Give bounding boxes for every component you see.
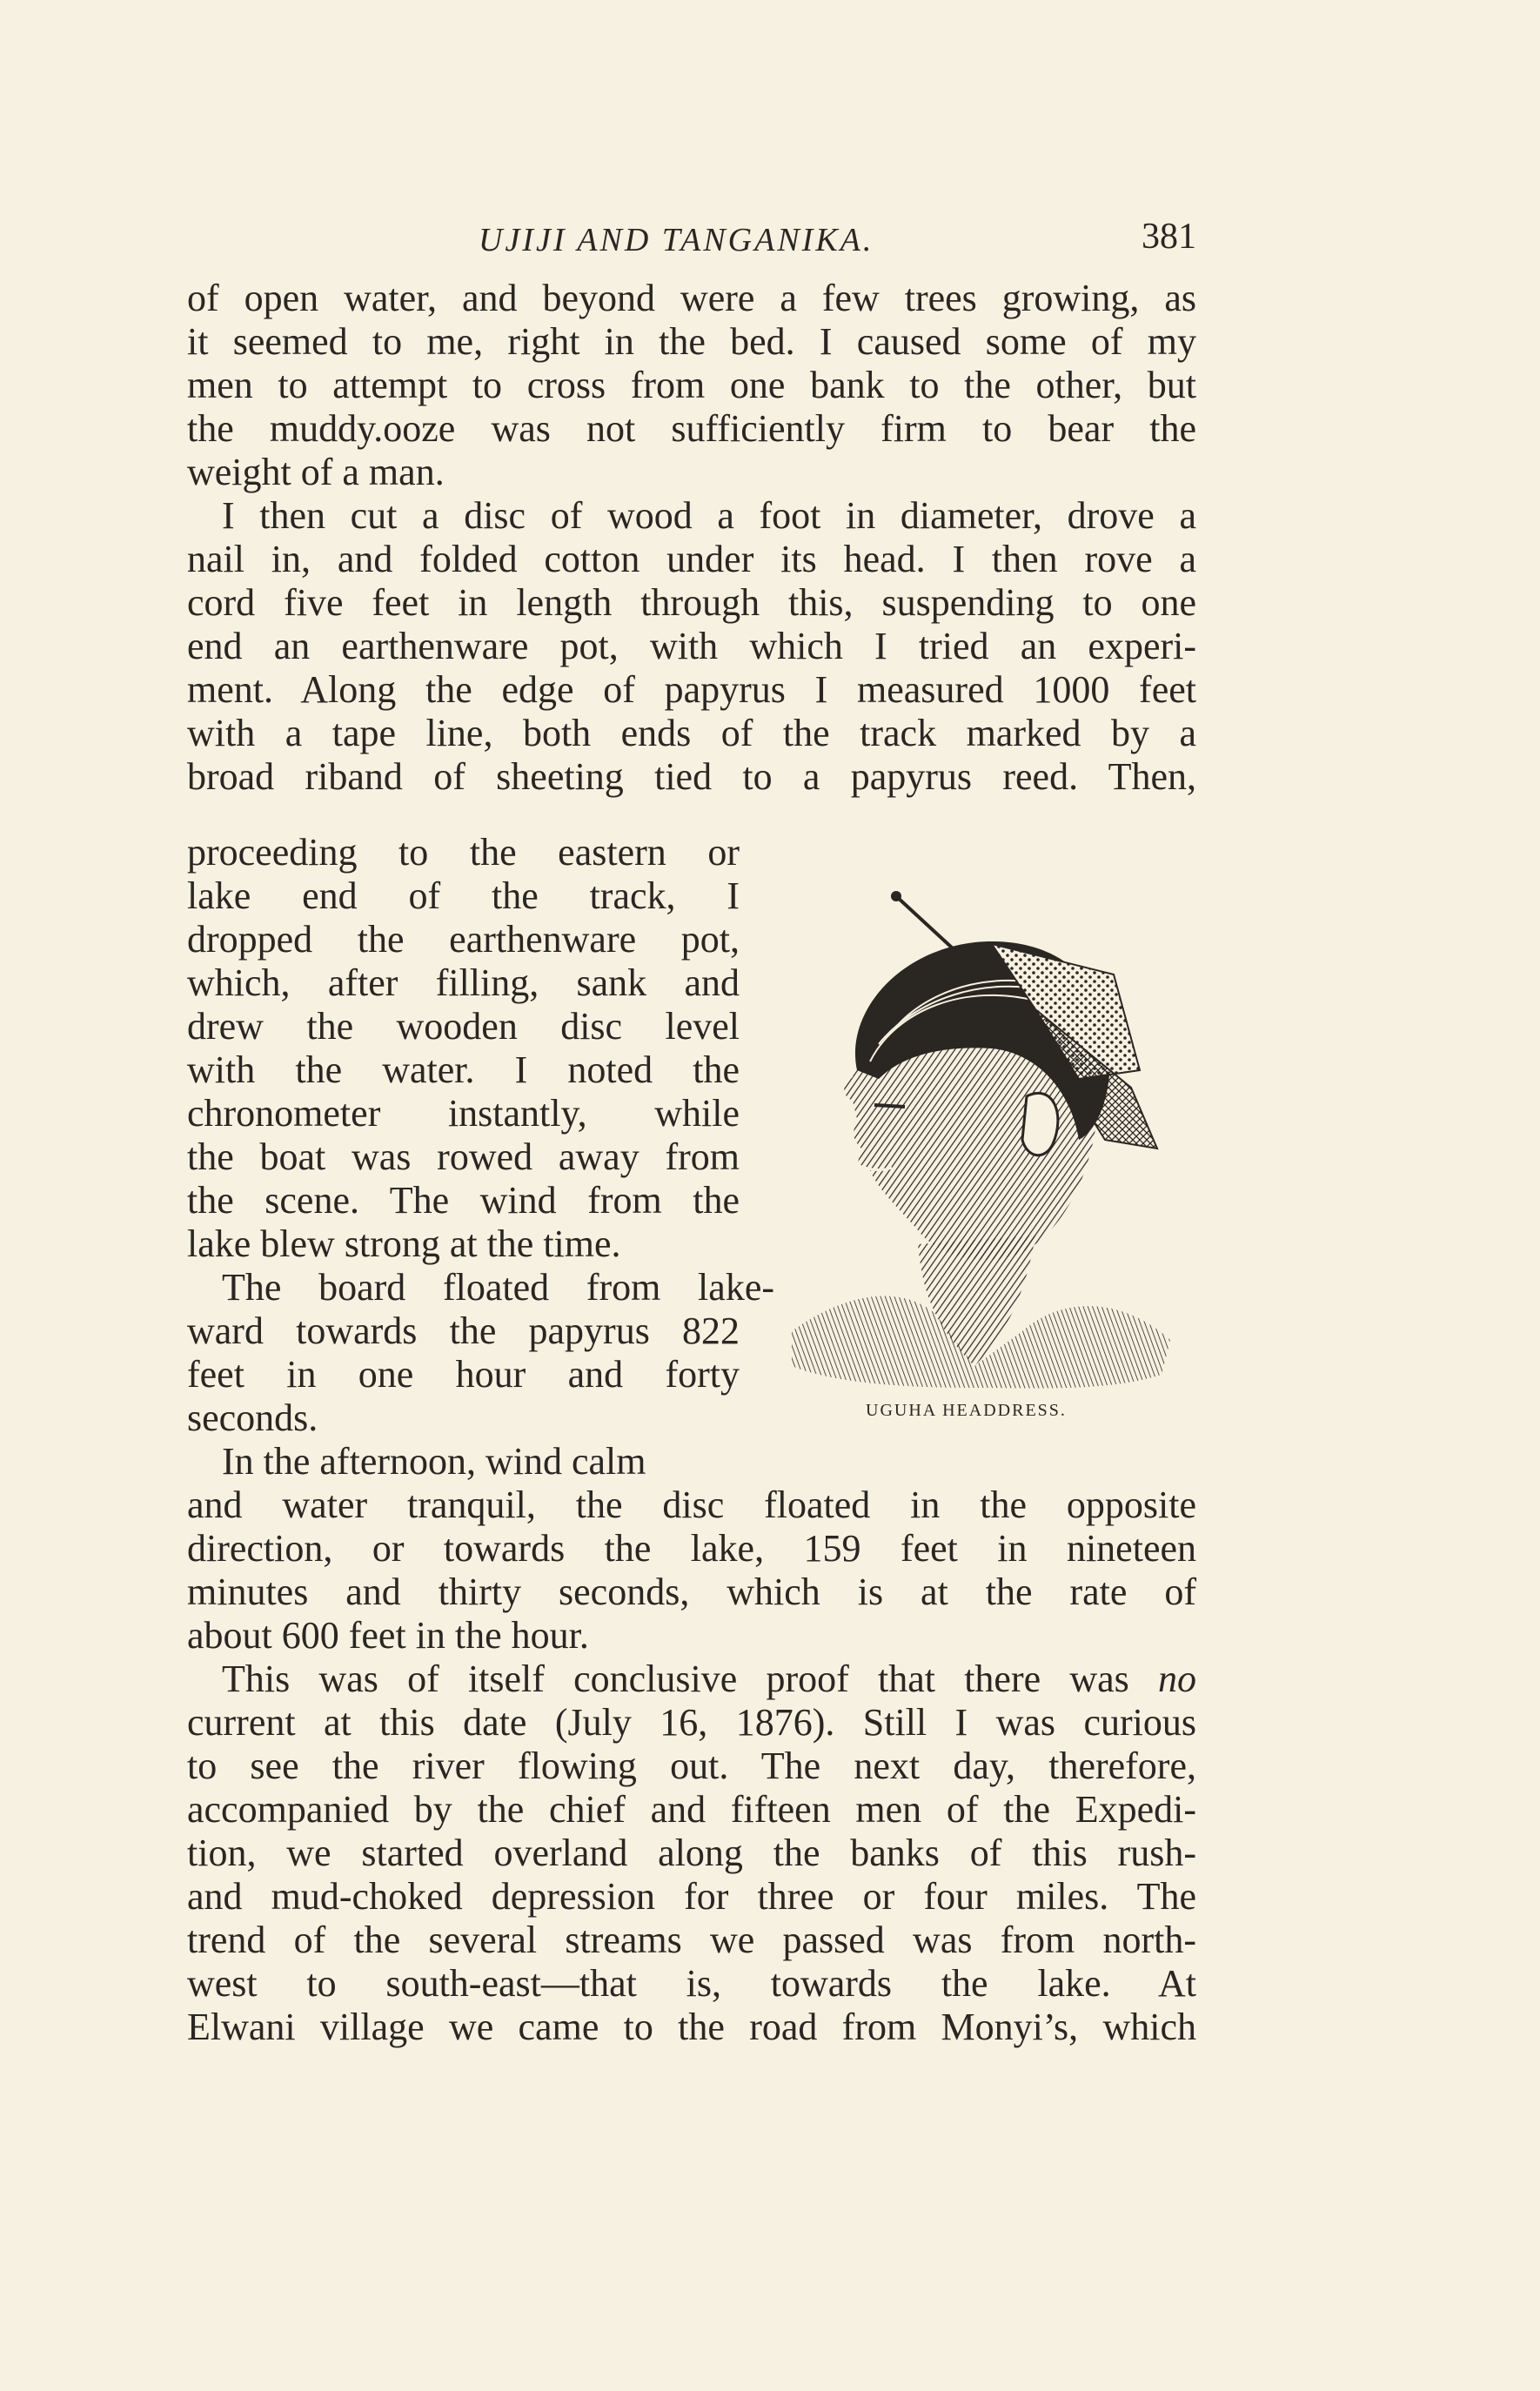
text-line: direction, or towards the lake, 159 feet in nineteen (187, 1527, 1196, 1570)
figure-caption: UGUHA HEADDRESS. (866, 1401, 1067, 1420)
text-line: trend of the several streams we passed was from north- (187, 1919, 1196, 1961)
text-line: cord five feet in length through this, suspending to one (187, 581, 1196, 624)
text-line: seconds. (187, 1396, 318, 1439)
page-header (187, 214, 1196, 266)
text-line: the boat was rowed away from (187, 1135, 740, 1178)
text-line: feet in one hour and forty (187, 1353, 740, 1396)
text-line (187, 1658, 1196, 1701)
text-line: about 600 feet in the hour. (187, 1614, 589, 1657)
text-segment: This was of itself conclusive proof that there was (222, 1658, 1158, 1700)
uguha-headdress-illustration (774, 879, 1175, 1444)
text-line: ment. Along the edge of papyrus I measured 1000 feet (187, 668, 1196, 711)
text-line: lake end of the track, I (187, 874, 740, 917)
text-line: with the water. I noted the (187, 1048, 740, 1091)
text-block-top (187, 277, 1196, 799)
text-line: chronometer instantly, while (187, 1092, 740, 1135)
text-line: proceeding to the eastern or (187, 831, 740, 874)
text-line: weight of a man. (187, 451, 445, 493)
text-line: broad riband of sheeting tied to a papyrus reed. Then, (187, 755, 1196, 798)
text-line: with a tape line, both ends of the track marked by a (187, 712, 1196, 754)
text-line: minutes and thirty seconds, which is at the rate of (187, 1571, 1196, 1613)
text-line: lake blew strong at the time. (187, 1222, 621, 1265)
text-line: nail in, and folded cotton under its head. I then rove a (187, 538, 1196, 580)
text-line: I then cut a disc of wood a foot in diameter, drove a (222, 494, 1196, 537)
text-line: accompanied by the chief and fifteen men of the Expedi- (187, 1788, 1196, 1831)
text-block-bottom (187, 1440, 1196, 2049)
text-line: The board floated from lake- (222, 1266, 774, 1309)
text-line: current at this date (July 16, 1876). Still I was curious (187, 1701, 1196, 1744)
text-line: it seemed to me, right in the bed. I caused some of my (187, 320, 1196, 363)
text-line: men to attempt to cross from one bank to the other, but (187, 364, 1196, 406)
text-line: In the afternoon, wind calm (222, 1440, 646, 1483)
text-line: of open water, and beyond were a few trees growing, as (187, 277, 1196, 319)
running-title: UJIJI AND TANGANIKA. (479, 222, 874, 258)
text-line: to see the river flowing out. The next day, therefore, (187, 1745, 1196, 1787)
text-line: and mud-choked depression for three or four miles. The (187, 1875, 1196, 1918)
text-line: drew the wooden disc level (187, 1005, 740, 1048)
text-line: the scene. The wind from the (187, 1179, 740, 1222)
text-line: and water tranquil, the disc floated in the opposite (187, 1483, 1196, 1526)
text-line: which, after filling, sank and (187, 961, 740, 1004)
text-line: tion, we started overland along the banks of this rush- (187, 1832, 1196, 1874)
text-line: west to south-east—that is, towards the lake. At (187, 1962, 1196, 2005)
page-number: 381 (1142, 217, 1196, 257)
text-line: end an earthenware pot, with which I tried an experi- (187, 625, 1196, 667)
text-line: dropped the earthenware pot, (187, 918, 740, 961)
text-line: Elwani village we came to the road from Monyi’s, which (187, 2006, 1196, 2048)
text-line: the muddy.ooze was not sufficiently firm to bear the (187, 407, 1196, 450)
italic-word: no (1158, 1658, 1196, 1700)
text-line: ward towards the papyrus 822 (187, 1309, 740, 1352)
